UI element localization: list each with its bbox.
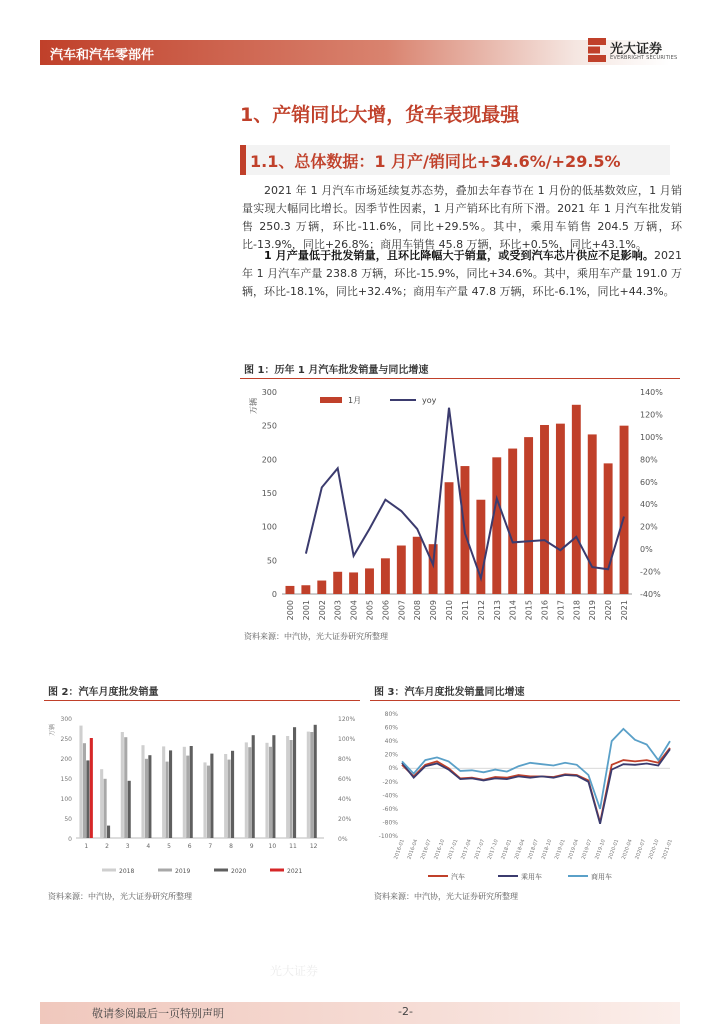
bar-2020 bbox=[252, 735, 255, 838]
x-tick-label: 2007 bbox=[397, 600, 407, 621]
y-tick-label: 60% bbox=[384, 724, 398, 732]
page-number: -2- bbox=[398, 1005, 413, 1018]
bar bbox=[572, 405, 581, 594]
bar-2020 bbox=[314, 725, 317, 838]
figure-3-title: 图 3：汽车月度批发销量同比增速 bbox=[374, 687, 525, 698]
y-tick-label: 100 bbox=[60, 796, 72, 803]
subsection-heading: 1.1、总体数据：1 月产/销同比+34.6%/+29.5% bbox=[250, 152, 621, 171]
bar-2021 bbox=[90, 738, 93, 838]
y-tick-label: -100% bbox=[378, 833, 398, 840]
legend-label: 汽车 bbox=[451, 873, 465, 881]
bar-2018 bbox=[265, 743, 268, 838]
bar-2019 bbox=[207, 766, 210, 838]
y-tick-label: 150 bbox=[60, 776, 72, 783]
y-tick-label: 20% bbox=[384, 751, 398, 759]
bar-2018 bbox=[121, 732, 124, 838]
x-tick-label: 2014 bbox=[508, 600, 518, 621]
bar-2018 bbox=[162, 746, 165, 838]
x-tick-label: 2019-07 bbox=[580, 838, 594, 861]
bar-2020 bbox=[148, 755, 151, 838]
legend-label: 商用车 bbox=[591, 873, 612, 881]
bar-2019 bbox=[248, 747, 251, 838]
bar-2018 bbox=[224, 754, 227, 838]
bar-2018 bbox=[183, 747, 186, 838]
y-axis-label: 万辆 bbox=[249, 398, 258, 414]
y-tick-label: 40% bbox=[384, 738, 398, 746]
figure-1-chart bbox=[240, 380, 680, 630]
bar-2019 bbox=[104, 779, 107, 838]
y-right-tick-label: 80% bbox=[338, 756, 352, 763]
bar-2020 bbox=[190, 746, 193, 838]
legend-label: 乘用车 bbox=[521, 873, 542, 881]
bar-2018 bbox=[100, 769, 103, 838]
bar bbox=[349, 572, 358, 594]
x-tick-label: 2017 bbox=[556, 600, 566, 621]
y-tick-label: 80% bbox=[384, 711, 398, 718]
y-right-tick-label: 140% bbox=[640, 388, 663, 397]
bar-2018 bbox=[245, 742, 248, 838]
bar-2019 bbox=[83, 743, 86, 838]
x-tick-label: 2020 bbox=[604, 600, 614, 621]
y-right-tick-label: -40% bbox=[640, 590, 661, 599]
footer-bar bbox=[40, 1002, 680, 1024]
footer-disclaimer: 敬请参阅最后一页特别声明 bbox=[92, 1007, 224, 1020]
y-right-tick-label: 100% bbox=[640, 432, 663, 442]
figure-1-title: 图 1：历年 1 月汽车批发销量与同比增速 bbox=[244, 365, 429, 376]
figure-3-source: 资料来源：中汽协，光大证券研究所整理 bbox=[374, 892, 518, 901]
line-商用车 bbox=[402, 729, 670, 809]
x-tick-label: 2000 bbox=[285, 600, 295, 621]
bar-2019 bbox=[228, 760, 231, 838]
y-tick-label: 50 bbox=[266, 556, 277, 566]
y-axis-label: 万辆 bbox=[49, 723, 56, 737]
figure-1-source: 资料来源：中汽协，光大证券研究所整理 bbox=[244, 632, 388, 641]
x-tick-label: 2019-10 bbox=[594, 838, 607, 861]
x-tick-label: 2018 bbox=[572, 600, 582, 621]
bar-2020 bbox=[272, 735, 275, 838]
bar-2019 bbox=[186, 756, 189, 838]
legend-label: 2021 bbox=[287, 868, 303, 875]
y-tick-label: 300 bbox=[261, 388, 277, 397]
x-tick-label: 2016-04 bbox=[406, 838, 420, 861]
figure-2-source: 资料来源：中汽协，光大证券研究所整理 bbox=[48, 892, 192, 901]
x-tick-label: 2021-01 bbox=[661, 838, 674, 861]
y-tick-label: 0 bbox=[271, 590, 277, 599]
figure-2-chart bbox=[44, 704, 360, 890]
bar-2019 bbox=[145, 759, 148, 838]
x-tick-label: 6 bbox=[187, 843, 192, 850]
x-tick-label: 2018-04 bbox=[513, 838, 527, 861]
x-tick-label: 2019 bbox=[588, 600, 598, 621]
bar bbox=[620, 426, 629, 594]
paragraph-2-body: 2021 年 1 月汽车产量 238.8 万辆，环比-15.9%，同比+34.6%。其中，乘用车产量 191.0 万辆，环比-18.1%，同比+32.4%；商用车产量 47.8 万辆，环比-6.1%，同比+44.3%。 bbox=[242, 249, 682, 298]
x-tick-label: 2020-07 bbox=[634, 838, 648, 861]
x-tick-label: 2016-07 bbox=[419, 838, 433, 861]
x-tick-label: 3 bbox=[125, 843, 130, 850]
x-tick-label: 2016-01 bbox=[393, 838, 406, 861]
bar bbox=[413, 537, 422, 594]
x-tick-label: 5 bbox=[167, 843, 171, 850]
x-tick-label: 2012 bbox=[476, 600, 486, 621]
x-tick-label: 2019-01 bbox=[553, 838, 567, 861]
y-tick-label: 250 bbox=[60, 736, 72, 743]
bar bbox=[286, 586, 295, 594]
y-tick-label: 200 bbox=[261, 455, 277, 465]
bar-2020 bbox=[293, 727, 296, 838]
x-tick-label: 2004 bbox=[349, 600, 359, 621]
figure-1-rule bbox=[240, 378, 680, 379]
y-right-tick-label: 60% bbox=[640, 477, 658, 487]
x-tick-label: 2010 bbox=[445, 600, 455, 621]
bar-2019 bbox=[166, 762, 169, 838]
figure-2-title: 图 2：汽车月度批发销量 bbox=[48, 687, 159, 698]
y-right-tick-label: 0% bbox=[640, 545, 653, 555]
y-tick-label: 250 bbox=[261, 421, 277, 431]
y-right-tick-label: 120% bbox=[338, 716, 356, 723]
bar-2018 bbox=[203, 762, 206, 838]
bar-2019 bbox=[124, 737, 127, 838]
bar-2019 bbox=[290, 740, 293, 838]
x-tick-label: 2015 bbox=[524, 600, 534, 621]
paragraph-2-lead: 1 月产量低于批发销量，且环比降幅大于销量，或受到汽车芯片供应不足影响。 bbox=[264, 249, 654, 262]
y-right-tick-label: 80% bbox=[640, 455, 658, 465]
paragraph-2 bbox=[242, 247, 682, 301]
bar-2020 bbox=[107, 826, 110, 838]
y-tick-label: -80% bbox=[382, 819, 398, 827]
bar-2020 bbox=[128, 781, 131, 838]
x-tick-label: 7 bbox=[208, 843, 213, 850]
x-tick-label: 2006 bbox=[381, 600, 391, 621]
bar bbox=[588, 434, 597, 594]
y-tick-label: -60% bbox=[382, 805, 398, 813]
y-tick-label: 300 bbox=[60, 716, 72, 723]
bar-2018 bbox=[286, 736, 289, 838]
x-tick-label: 2018-01 bbox=[500, 838, 514, 861]
x-tick-label: 2016 bbox=[540, 600, 550, 621]
bar bbox=[365, 568, 374, 594]
legend-label: 2020 bbox=[231, 868, 247, 875]
bar-2020 bbox=[169, 750, 172, 838]
x-tick-label: 11 bbox=[289, 843, 297, 850]
footer-watermark: 光大证券 bbox=[270, 964, 319, 978]
y-right-tick-label: 60% bbox=[338, 776, 352, 783]
bar bbox=[381, 558, 390, 594]
bar bbox=[540, 425, 549, 594]
x-tick-label: 2005 bbox=[365, 600, 375, 621]
bar bbox=[429, 544, 438, 594]
bar bbox=[604, 463, 613, 594]
y-right-tick-label: -20% bbox=[640, 567, 661, 577]
bar bbox=[317, 581, 326, 594]
x-tick-label: 2016-10 bbox=[433, 838, 447, 861]
x-tick-label: 2020-01 bbox=[607, 838, 621, 861]
x-tick-label: 2020-04 bbox=[620, 838, 634, 861]
brand-logo bbox=[588, 36, 688, 66]
bar bbox=[556, 424, 565, 594]
y-tick-label: 0 bbox=[68, 836, 72, 843]
paragraph-1: 2021 年 1 月汽车市场延续复苏态势，叠加去年春节在 1 月份的低基数效应，1 月销量实现大幅同比增长。因季节性因素，1 月产销环比有所下滑。2021 年 1 月汽车批发销售 250.3 万辆，环比-11.6%，同比+29.5%。其中，乘用车销售 204.5 万辆，环比-13.9%，同比+26.8%；商用车销售 45.8 万辆，环比+0.5%，同比+43.1%。 bbox=[242, 184, 682, 251]
bar bbox=[397, 546, 406, 594]
header-bar bbox=[40, 40, 670, 65]
bar-2020 bbox=[231, 751, 234, 838]
brand-name: 光大证券 bbox=[610, 42, 663, 57]
legend-label: 2019 bbox=[175, 868, 191, 875]
x-tick-label: 8 bbox=[229, 843, 233, 850]
x-tick-label: 2017-10 bbox=[486, 838, 500, 861]
x-tick-label: 10 bbox=[268, 843, 277, 850]
y-tick-label: -40% bbox=[382, 792, 398, 800]
x-tick-label: 2018-07 bbox=[527, 838, 540, 861]
x-tick-label: 2017-01 bbox=[446, 838, 460, 861]
x-tick-label: 2021 bbox=[620, 600, 630, 621]
x-tick-label: 2009 bbox=[429, 600, 439, 621]
y-right-tick-label: 100% bbox=[338, 736, 356, 743]
bar-2018 bbox=[307, 732, 310, 838]
x-tick-label: 2011 bbox=[460, 600, 470, 621]
y-right-tick-label: 40% bbox=[640, 500, 658, 510]
x-tick-label: 12 bbox=[309, 843, 318, 850]
x-tick-label: 4 bbox=[146, 843, 151, 850]
section-heading: 1、产销同比大增，货车表现最强 bbox=[240, 104, 520, 126]
x-tick-label: 1 bbox=[84, 843, 89, 850]
x-tick-label: 2019-04 bbox=[567, 838, 581, 861]
bar-2019 bbox=[269, 747, 272, 838]
x-tick-label: 2013 bbox=[492, 600, 502, 621]
x-tick-label: 2018-10 bbox=[540, 838, 554, 861]
bar bbox=[333, 572, 342, 594]
x-tick-label: 2017-07 bbox=[473, 838, 487, 861]
y-tick-label: 200 bbox=[60, 756, 72, 763]
figure-3-chart bbox=[370, 704, 680, 890]
y-tick-label: 150 bbox=[261, 489, 277, 498]
y-tick-label: 0% bbox=[388, 765, 398, 773]
x-tick-label: 2008 bbox=[413, 600, 423, 621]
y-right-tick-label: 120% bbox=[640, 410, 663, 420]
legend-label: yoy bbox=[422, 396, 437, 405]
x-tick-label: 2003 bbox=[333, 600, 343, 621]
y-tick-label: -20% bbox=[382, 778, 398, 786]
y-right-tick-label: 20% bbox=[640, 522, 658, 532]
y-tick-label: 50 bbox=[64, 816, 72, 823]
x-tick-label: 2020-10 bbox=[647, 838, 661, 861]
x-tick-label: 2 bbox=[105, 843, 109, 850]
bar bbox=[524, 437, 533, 594]
x-tick-label: 2002 bbox=[317, 600, 327, 621]
bar-2018 bbox=[141, 745, 144, 838]
y-right-tick-label: 20% bbox=[338, 816, 352, 823]
legend-label: 1月 bbox=[348, 396, 362, 405]
bar bbox=[445, 482, 454, 594]
section-label: 汽车和汽车零部件 bbox=[50, 48, 155, 63]
legend-label: 2018 bbox=[119, 868, 135, 875]
brand-mark-icon bbox=[588, 38, 606, 62]
x-tick-label: 2017-04 bbox=[460, 838, 473, 861]
bar bbox=[508, 449, 517, 594]
y-tick-label: 100 bbox=[261, 522, 277, 532]
subsection-heading-box bbox=[240, 145, 670, 175]
legend-swatch-bar bbox=[320, 397, 342, 403]
bar-2018 bbox=[79, 726, 82, 838]
bar-2020 bbox=[86, 760, 89, 838]
x-tick-label: 2001 bbox=[301, 600, 311, 621]
bar-2019 bbox=[310, 732, 313, 838]
y-right-tick-label: 0% bbox=[338, 836, 348, 843]
y-right-tick-label: 40% bbox=[338, 796, 352, 803]
brand-name-en: EVERBRIGHT SECURITIES bbox=[610, 55, 678, 61]
figure-2-rule bbox=[44, 700, 360, 701]
figure-3-rule bbox=[370, 700, 680, 701]
bar bbox=[492, 457, 501, 594]
x-tick-label: 9 bbox=[249, 843, 254, 850]
bar-2020 bbox=[210, 754, 213, 838]
bar bbox=[301, 585, 310, 594]
